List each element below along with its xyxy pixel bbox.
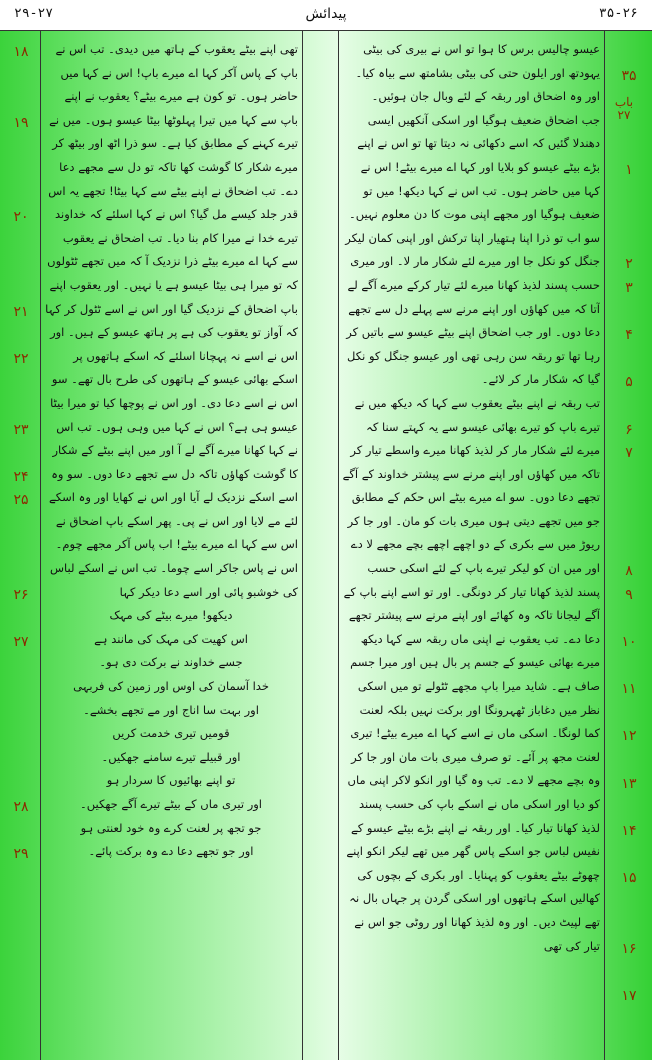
verse-number: ۲۶ — [13, 586, 29, 603]
verse-number: ۲۲ — [13, 350, 29, 367]
verse-number: ۵ — [625, 374, 633, 391]
verse-number: ۳ — [625, 280, 633, 296]
page-header — [0, 0, 652, 31]
right-paragraph-1: عیسو چالیس برس کا ہوا تو اس نے بیری کی بیٹی یہودتھ اور ایلون حتی کی بیٹی بشامتھ سے بیاہ کیا۔ اور وہ اضحاق اور ربقہ کے لئے وبال جان ہوئیں۔ — [355, 42, 600, 104]
right-text-column — [342, 38, 600, 1056]
verse-number: ۱۰ — [621, 634, 637, 650]
verse-number: ۱۹ — [13, 114, 29, 131]
blessing-line: تو اپنے بھائیوں کا سردار ہو — [106, 773, 236, 788]
verse-number: ۳۵ — [621, 67, 637, 84]
verse-number: ۱۸ — [13, 44, 29, 60]
verse-number: ۷ — [625, 445, 633, 462]
verse-number: ۲۰ — [13, 209, 29, 226]
verse-number: ۲۴ — [13, 468, 29, 485]
verse-number: ۲۸ — [13, 799, 29, 816]
verse-number: ۱۲ — [621, 728, 637, 745]
verse-number: ۸ — [625, 563, 633, 580]
header-left-reference: ۲۹-۲۷ — [14, 6, 54, 21]
verse-number: ۱۴ — [621, 822, 637, 839]
verse-number: ۱ — [625, 162, 633, 178]
header-right-reference: ۳۵-۲۶ — [598, 6, 638, 21]
verse-number: ۲ — [625, 256, 633, 273]
blessing-line: خدا آسمان کی اوس اور زمین کی فربہی — [73, 679, 269, 694]
column-rule-left-inner — [302, 30, 303, 1060]
verse-number: ۲۷ — [13, 634, 29, 650]
verse-number: ۲۱ — [13, 303, 29, 320]
verse-number: ۱۵ — [621, 870, 637, 886]
blessing-line: جسے خداوند نے برکت دی ہو۔ — [99, 655, 243, 670]
chapter-marker: باب ۲۷ — [614, 95, 634, 122]
verse-number: ۹ — [625, 586, 633, 603]
blessing-line: اور جو تجھے دعا دے وہ برکت پائے۔ — [88, 844, 254, 859]
right-paragraph-2: جب اضحاق ضعیف ہوگیا اور اسکی آنکھیں ایسی دھندلا گئیں کہ اسے دکھائی نہ دیتا تھا تو اس نے اپنے بڑے بیٹے عیسو کو بلایا اور کہا اے میرے بیٹے! اس نے کہا میں حاضر ہوں۔ تب اس نے کہا دیکھ! میں تو ضعیف ہوگیا اور مجھے اپنی موت کا دن معلوم نہیں۔ سو اب تو ذرا اپنا ہتھیار اپنا ترکش اور اپنی کمان لیکر جنگل کو نکل جا اور میرے لئے شکار مار لا۔ اور میری حسب پسند لذیذ کھانا میرے لئے تیار کرکے میرے آگے لے آتا کہ میں کھاؤں اور اپنے مرنے سے پہلے دل سے تجھے دعا دوں۔ اور جب اضحاق اپنے بیٹے عیسو سے باتیں کر رہا تھا تو ربقہ سن رہی تھی اور عیسو جنگل کو نکل گیا کہ شکار مار کر لائے۔ — [345, 112, 600, 387]
verse-number: ۱۷ — [621, 988, 637, 1004]
verse-number: ۶ — [625, 421, 633, 438]
blessing-line: اور بہت سا اناج اور مے تجھے بخشے۔ — [83, 702, 259, 717]
verse-number: ۱۱ — [621, 681, 637, 698]
column-rule-right-outer — [604, 30, 605, 1060]
blessing-line: اس کھیت کی مہک کی مانند ہے — [94, 631, 248, 646]
left-text-column — [44, 38, 298, 1056]
blessing-line: دیکھو! میرے بیٹے کی مہک — [109, 608, 233, 623]
header-title: پیدائش — [305, 6, 347, 22]
left-paragraph-1: تھی اپنے بیٹے یعقوب کے ہاتھ میں دیدی۔ تب اس نے باپ کے پاس آکر کہا اے میرے باپ! اس نے کہا میں حاضر ہوں۔ تو کون ہے میرے بیٹے؟ یعقوب نے اپنے باپ سے کہا میں تیرا پہلوٹھا بیٹا عیسو ہوں۔ میں نے تیرے کہنے کے مطابق کیا ہے۔ سو ذرا اٹھ اور بیٹھ کر میرے شکار کا گوشت کھا تاکہ تو دل سے مجھے دعا دے۔ تب اضحاق نے اپنے بیٹے سے کہا بیٹا! تجھے یہ اس قدر جلد کیسے مل گیا؟ اس نے کہا اسلئے کہ خداوند تیرے خدا نے میرا کام بنا دیا۔ تب اضحاق نے یعقوب سے کہا اے میرے بیٹے ذرا نزدیک آ کہ میں تجھے ٹٹولوں کہ تو میرا ہی بیٹا عیسو ہے یا نہیں۔ اور یعقوب اپنے باپ اضحاق کے نزدیک گیا اور اس نے اسے ٹٹول کر کہا کہ آواز تو یعقوب کی ہے پر ہاتھ عیسو کے ہیں۔ اور اس نے اسے نہ پہچانا اسلئے کہ اسکے ہاتھوں پر اسکے بھائی عیسو کے ہاتھوں کی طرح بال تھے۔ سو اس نے اسے دعا دی۔ اور اس نے پوچھا کیا تو میرا بیٹا عیسو ہی ہے؟ اس نے کہا میں وہی ہوں۔ تب اس نے کہا کھانا میرے آگے لے آ اور میں اپنے بیٹے کے شکار کا گوشت کھاؤں تاکہ دل سے تجھے دعا دوں۔ سو وہ اسے اسکے نزدیک لے آیا اور اس نے کھایا اور وہ اسکے لئے مے لایا اور اس نے پی۔ پھر اسکے باپ اضحاق نے اس سے کہا اے میرے بیٹے! اب پاس آکر مجھے چوم۔ اس نے پاس جاکر اسے چوما۔ تب اس نے اسکے لباس کی خوشبو پائی اور اسے دعا دیکر کہا — [45, 42, 298, 599]
blessing-line: اور قبیلے تیرے سامنے جھکیں۔ — [101, 749, 241, 764]
verse-number: ۲۳ — [13, 421, 29, 438]
blessing-line: اور تیری ماں کے بیٹے تیرے آگے جھکیں۔ — [80, 797, 262, 811]
column-rule-left-outer — [40, 30, 41, 1060]
verse-number: ۱۳ — [621, 775, 637, 792]
blessing-line: قومیں تیری خدمت کریں — [112, 726, 230, 741]
verse-number: ۲۵ — [13, 492, 29, 509]
verse-number: ۴ — [625, 327, 633, 344]
verse-number: ۱۶ — [621, 940, 637, 957]
column-rule-right-inner — [338, 30, 339, 1060]
verse-number: ۲۹ — [13, 846, 29, 863]
blessing-line: جو تجھ پر لعنت کرے وہ خود لعنتی ہو — [80, 820, 262, 835]
right-paragraph-3: تب ربقہ نے اپنے بیٹے یعقوب سے کہا کہ دیکھ میں نے تیرے باپ کو تیرے بھائی عیسو سے یہ کہتے سنا کہ میرے لئے شکار مار کر لذیذ کھانا میرے واسطے تیار کر تاکہ میں کھاؤں اور اپنے مرنے سے پیشتر خداوند کے آگے تجھے دعا دوں۔ سو اے میرے بیٹے اس حکم کے مطابق جو میں تجھے دیتی ہوں میری بات کو مان۔ اور جا کر ریوڑ میں سے بکری کے دو اچھے اچھے بچے مجھے لا دے اور میں ان کو لیکر تیرے باپ کے لئے اسکی حسب پسند لذیذ کھانا تیار کر دونگی۔ اور تو اسے اپنے باپ کے آگے لیجانا تاکہ وہ کھائے اور اپنے مرنے سے پیشتر تجھے دعا دے۔ تب یعقوب نے اپنی ماں ربقہ سے کہا دیکھ میرے بھائی عیسو کے جسم پر بال ہیں اور میرا جسم صاف ہے۔ شاید میرا باپ مجھے ٹٹولے تو میں اسکی نظر میں دغاباز ٹھہرونگا اور برکت نہیں بلکہ لعنت کما لونگا۔ اسکی ماں نے اسے کہا اے میرے بیٹے! تیری لعنت مجھ پر آئے۔ تو صرف میری بات مان اور جا کر وہ بچے مجھے لا دے۔ تب وہ گیا اور انکو لاکر اپنی ماں کو دیا اور اسکی ماں نے اسکے باپ کی حسب پسند لذیذ کھانا تیار کیا۔ اور ربقہ نے اپنے بڑے بیٹے عیسو کے نفیس لباس جو اسکے پاس گھر میں تھے لیکر انکو اپنے چھوٹے بیٹے یعقوب کو پہنایا۔ اور بکری کے بچوں کی کھالیں اسکے ہاتھوں اور اسکی گردن پر جہاں بال نہ تھے لپیٹ دیں۔ اور وہ لذیذ کھانا اور روٹی جو اس نے تیار کی تھی — [342, 395, 600, 953]
